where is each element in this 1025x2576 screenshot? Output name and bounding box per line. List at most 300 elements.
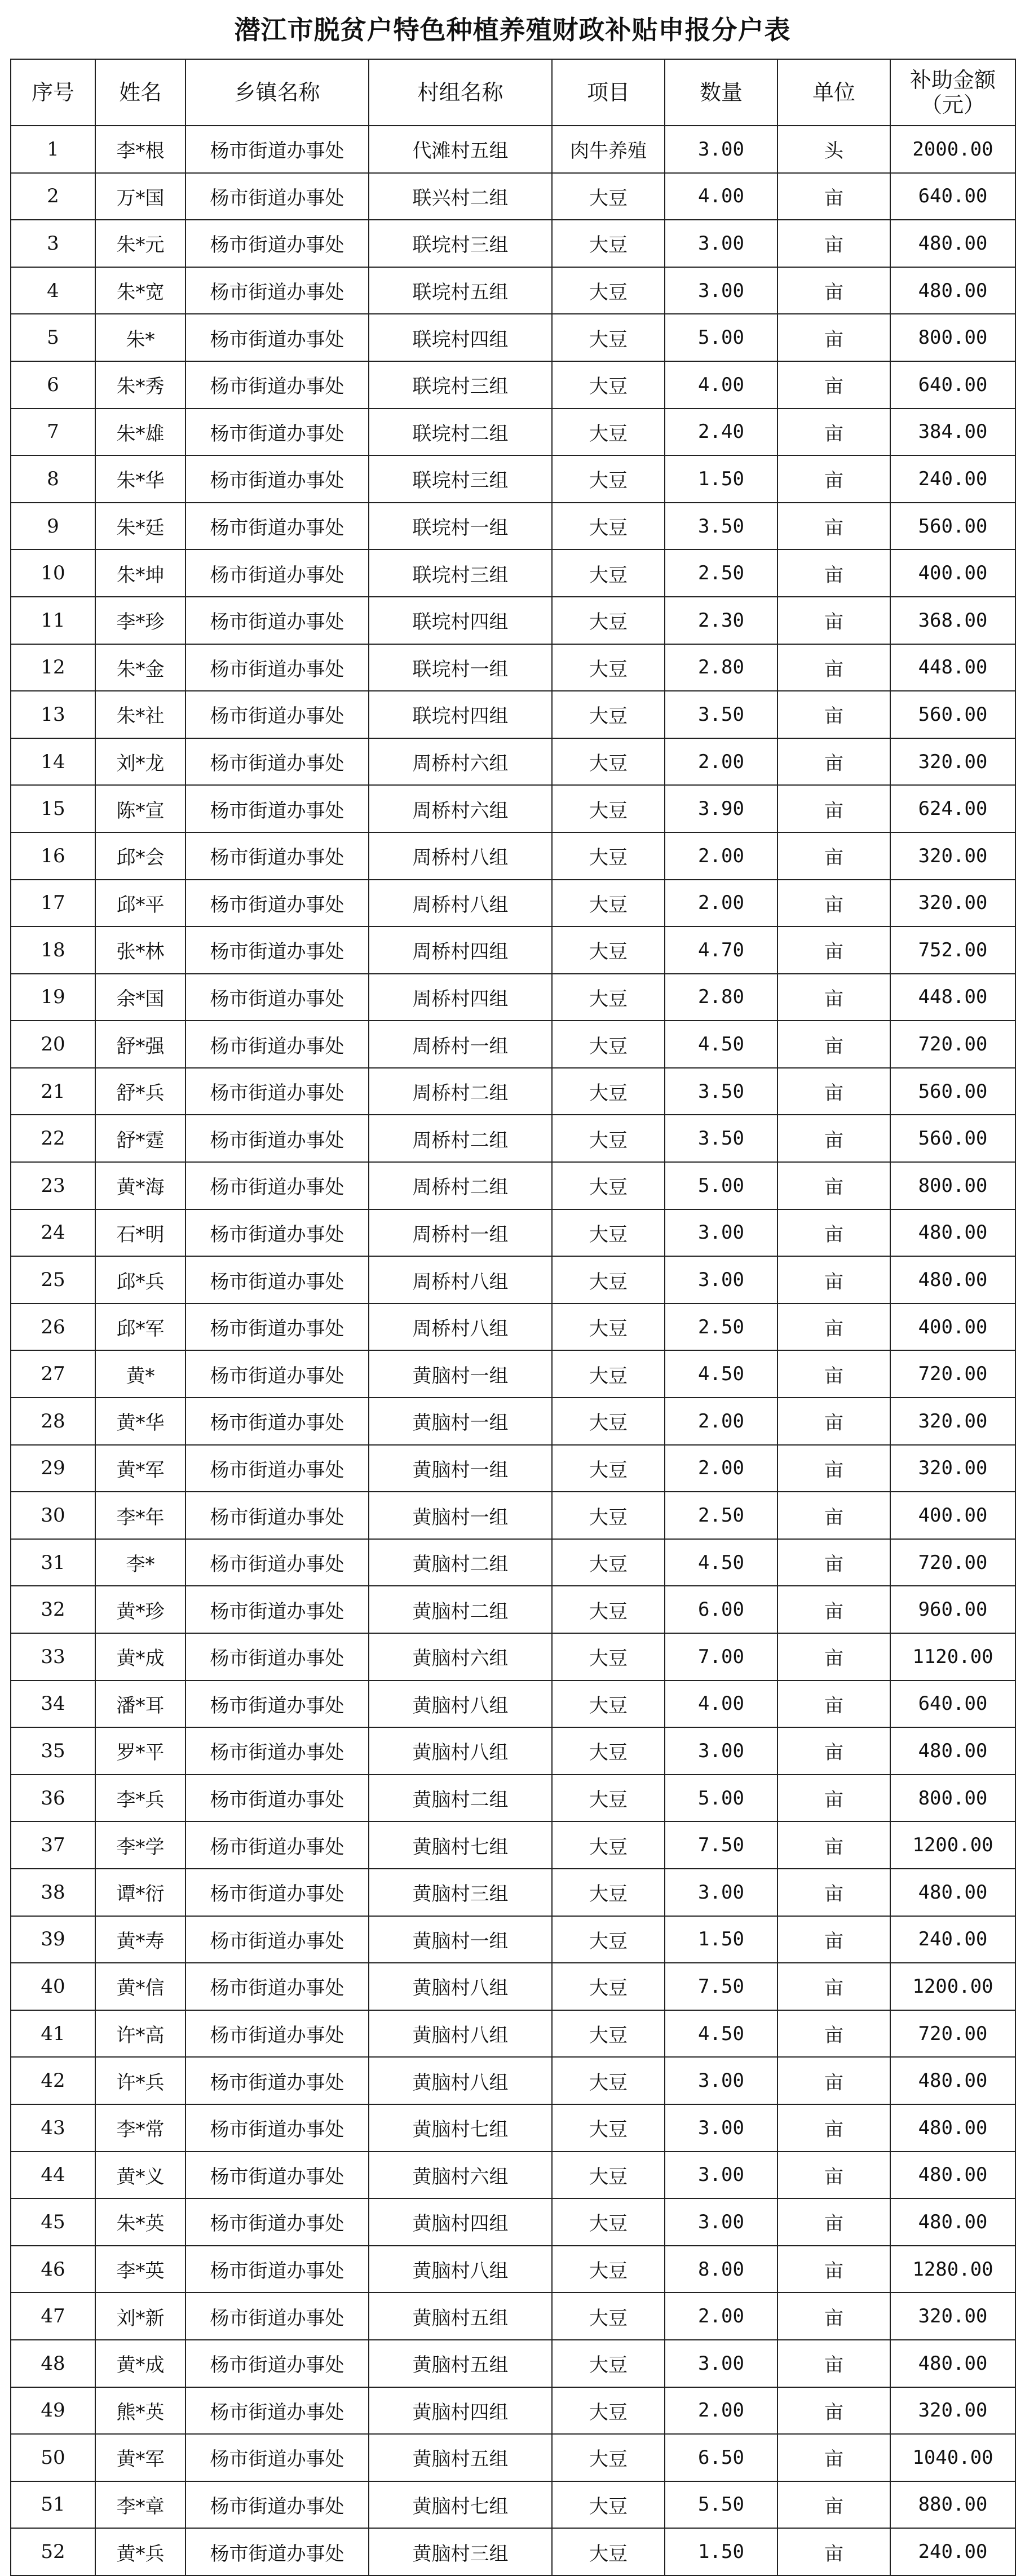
cell-township: 杨市街道办事处 — [185, 2481, 369, 2529]
cell-unit: 亩 — [777, 2528, 890, 2575]
cell-amount: 368.00 — [890, 597, 1015, 644]
cell-index: 4 — [11, 267, 95, 314]
cell-township: 杨市街道办事处 — [185, 1445, 369, 1492]
cell-quantity: 2.80 — [665, 644, 777, 691]
cell-township: 杨市街道办事处 — [185, 1963, 369, 2010]
cell-index: 16 — [11, 832, 95, 880]
cell-quantity: 5.00 — [665, 314, 777, 361]
header-village-group: 村组名称 — [369, 59, 552, 126]
cell-village-group: 周桥村六组 — [369, 785, 552, 832]
cell-amount: 320.00 — [890, 1445, 1015, 1492]
cell-unit: 亩 — [777, 1445, 890, 1492]
cell-quantity: 4.50 — [665, 1021, 777, 1068]
table-row — [11, 1209, 1015, 1257]
cell-amount: 320.00 — [890, 738, 1015, 786]
cell-amount: 448.00 — [890, 974, 1015, 1021]
table-row — [11, 974, 1015, 1021]
cell-village-group: 黄脑村一组 — [369, 1350, 552, 1398]
cell-village-group: 代滩村五组 — [369, 126, 552, 173]
cell-amount: 480.00 — [890, 1869, 1015, 1916]
cell-village-group: 周桥村六组 — [369, 738, 552, 786]
cell-amount: 720.00 — [890, 1539, 1015, 1586]
cell-unit: 亩 — [777, 1021, 890, 1068]
cell-amount: 240.00 — [890, 2528, 1015, 2575]
cell-project: 大豆 — [552, 2434, 665, 2481]
cell-project: 大豆 — [552, 1775, 665, 1822]
cell-project: 大豆 — [552, 1869, 665, 1916]
table-row — [11, 2293, 1015, 2340]
cell-project: 大豆 — [552, 409, 665, 456]
cell-amount: 480.00 — [890, 267, 1015, 314]
cell-village-group: 联垸村三组 — [369, 549, 552, 597]
table-row — [11, 173, 1015, 220]
cell-project: 大豆 — [552, 2387, 665, 2435]
cell-township: 杨市街道办事处 — [185, 2434, 369, 2481]
cell-unit: 亩 — [777, 2246, 890, 2293]
cell-index: 14 — [11, 738, 95, 786]
cell-quantity: 2.00 — [665, 832, 777, 880]
cell-index: 12 — [11, 644, 95, 691]
table-row — [11, 1162, 1015, 1209]
cell-project: 大豆 — [552, 1398, 665, 1445]
cell-index: 13 — [11, 691, 95, 738]
cell-index: 34 — [11, 1681, 95, 1728]
cell-village-group: 联垸村五组 — [369, 267, 552, 314]
cell-quantity: 2.50 — [665, 1492, 777, 1539]
cell-amount: 1040.00 — [890, 2434, 1015, 2481]
cell-name: 朱* — [95, 314, 185, 361]
cell-project: 大豆 — [552, 1350, 665, 1398]
cell-township: 杨市街道办事处 — [185, 1350, 369, 1398]
cell-index: 19 — [11, 974, 95, 1021]
cell-village-group: 黄脑村五组 — [369, 2434, 552, 2481]
cell-index: 31 — [11, 1539, 95, 1586]
cell-village-group: 联垸村四组 — [369, 597, 552, 644]
cell-name: 刘*龙 — [95, 738, 185, 786]
cell-unit: 亩 — [777, 220, 890, 267]
cell-village-group: 黄脑村五组 — [369, 2293, 552, 2340]
cell-name: 黄*珍 — [95, 1586, 185, 1633]
cell-index: 23 — [11, 1162, 95, 1209]
cell-township: 杨市街道办事处 — [185, 1869, 369, 1916]
cell-amount: 480.00 — [890, 2152, 1015, 2199]
header-township: 乡镇名称 — [185, 59, 369, 126]
cell-township: 杨市街道办事处 — [185, 738, 369, 786]
cell-unit: 亩 — [777, 1162, 890, 1209]
table-row — [11, 2198, 1015, 2246]
cell-amount: 624.00 — [890, 785, 1015, 832]
cell-village-group: 黄脑村一组 — [369, 1445, 552, 1492]
cell-name: 朱*雄 — [95, 409, 185, 456]
cell-name: 黄*华 — [95, 1398, 185, 1445]
cell-name: 邱*兵 — [95, 1256, 185, 1303]
cell-project: 大豆 — [552, 1492, 665, 1539]
cell-project: 大豆 — [552, 785, 665, 832]
cell-quantity: 3.00 — [665, 2152, 777, 2199]
cell-index: 25 — [11, 1256, 95, 1303]
cell-quantity: 2.50 — [665, 549, 777, 597]
cell-amount: 752.00 — [890, 926, 1015, 974]
cell-quantity: 5.00 — [665, 1162, 777, 1209]
cell-unit: 亩 — [777, 832, 890, 880]
cell-index: 28 — [11, 1398, 95, 1445]
cell-quantity: 3.00 — [665, 2198, 777, 2246]
cell-project: 大豆 — [552, 2104, 665, 2152]
cell-quantity: 3.90 — [665, 785, 777, 832]
cell-amount: 880.00 — [890, 2481, 1015, 2529]
cell-amount: 480.00 — [890, 2104, 1015, 2152]
cell-name: 朱*金 — [95, 644, 185, 691]
cell-township: 杨市街道办事处 — [185, 220, 369, 267]
table-row — [11, 267, 1015, 314]
cell-project: 大豆 — [552, 644, 665, 691]
cell-project: 肉牛养殖 — [552, 126, 665, 173]
cell-name: 李*学 — [95, 1821, 185, 1869]
cell-project: 大豆 — [552, 1445, 665, 1492]
cell-quantity: 1.50 — [665, 1916, 777, 1963]
cell-index: 11 — [11, 597, 95, 644]
cell-amount: 800.00 — [890, 314, 1015, 361]
table-row — [11, 2340, 1015, 2387]
cell-name: 熊*英 — [95, 2387, 185, 2435]
cell-index: 42 — [11, 2057, 95, 2104]
cell-township: 杨市街道办事处 — [185, 1256, 369, 1303]
cell-project: 大豆 — [552, 314, 665, 361]
cell-quantity: 1.50 — [665, 2528, 777, 2575]
cell-amount: 800.00 — [890, 1775, 1015, 1822]
header-index: 序号 — [11, 59, 95, 126]
cell-amount: 320.00 — [890, 832, 1015, 880]
cell-name: 李*珍 — [95, 597, 185, 644]
cell-name: 黄*成 — [95, 2340, 185, 2387]
cell-name: 刘*新 — [95, 2293, 185, 2340]
cell-township: 杨市街道办事处 — [185, 455, 369, 503]
cell-index: 2 — [11, 173, 95, 220]
cell-unit: 亩 — [777, 1256, 890, 1303]
cell-township: 杨市街道办事处 — [185, 1775, 369, 1822]
cell-name: 舒*兵 — [95, 1068, 185, 1115]
cell-village-group: 黄脑村三组 — [369, 2528, 552, 2575]
cell-village-group: 黄脑村七组 — [369, 1821, 552, 1869]
cell-unit: 亩 — [777, 738, 890, 786]
table-row — [11, 926, 1015, 974]
cell-township: 杨市街道办事处 — [185, 1727, 369, 1775]
header-row — [11, 59, 1015, 126]
cell-township: 杨市街道办事处 — [185, 785, 369, 832]
cell-unit: 亩 — [777, 2434, 890, 2481]
cell-index: 1 — [11, 126, 95, 173]
table-row — [11, 1869, 1015, 1916]
cell-unit: 亩 — [777, 1398, 890, 1445]
cell-quantity: 2.00 — [665, 1445, 777, 1492]
cell-amount: 448.00 — [890, 644, 1015, 691]
subsidy-table — [10, 59, 1016, 2576]
cell-index: 39 — [11, 1916, 95, 1963]
cell-index: 37 — [11, 1821, 95, 1869]
cell-township: 杨市街道办事处 — [185, 597, 369, 644]
cell-township: 杨市街道办事处 — [185, 1681, 369, 1728]
cell-unit: 亩 — [777, 2198, 890, 2246]
cell-project: 大豆 — [552, 220, 665, 267]
table-row — [11, 785, 1015, 832]
table-row — [11, 2057, 1015, 2104]
header-quantity: 数量 — [665, 59, 777, 126]
cell-index: 48 — [11, 2340, 95, 2387]
cell-quantity: 3.50 — [665, 691, 777, 738]
cell-unit: 亩 — [777, 1775, 890, 1822]
cell-name: 黄*义 — [95, 2152, 185, 2199]
header-name: 姓名 — [95, 59, 185, 126]
cell-township: 杨市街道办事处 — [185, 1633, 369, 1681]
cell-amount: 240.00 — [890, 1916, 1015, 1963]
cell-amount: 720.00 — [890, 2010, 1015, 2058]
table-row — [11, 1398, 1015, 1445]
cell-quantity: 6.50 — [665, 2434, 777, 2481]
cell-quantity: 3.00 — [665, 220, 777, 267]
cell-index: 7 — [11, 409, 95, 456]
cell-village-group: 周桥村二组 — [369, 1115, 552, 1162]
cell-unit: 亩 — [777, 1869, 890, 1916]
table-row — [11, 2481, 1015, 2529]
table-row — [11, 1586, 1015, 1633]
cell-index: 24 — [11, 1209, 95, 1257]
cell-quantity: 4.50 — [665, 1350, 777, 1398]
table-row — [11, 409, 1015, 456]
cell-name: 余*国 — [95, 974, 185, 1021]
table-row — [11, 1492, 1015, 1539]
cell-index: 3 — [11, 220, 95, 267]
cell-village-group: 周桥村二组 — [369, 1068, 552, 1115]
cell-amount: 400.00 — [890, 549, 1015, 597]
cell-quantity: 6.00 — [665, 1586, 777, 1633]
cell-amount: 800.00 — [890, 1162, 1015, 1209]
cell-amount: 480.00 — [890, 1209, 1015, 1257]
cell-unit: 亩 — [777, 1727, 890, 1775]
cell-unit: 亩 — [777, 785, 890, 832]
cell-index: 22 — [11, 1115, 95, 1162]
cell-name: 黄*海 — [95, 1162, 185, 1209]
cell-village-group: 联兴村二组 — [369, 173, 552, 220]
cell-unit: 亩 — [777, 455, 890, 503]
cell-amount: 640.00 — [890, 361, 1015, 409]
cell-name: 黄*寿 — [95, 1916, 185, 1963]
cell-village-group: 黄脑村二组 — [369, 1539, 552, 1586]
cell-quantity: 3.50 — [665, 1068, 777, 1115]
cell-village-group: 联垸村三组 — [369, 455, 552, 503]
cell-village-group: 黄脑村八组 — [369, 2057, 552, 2104]
table-row — [11, 1350, 1015, 1398]
cell-township: 杨市街道办事处 — [185, 832, 369, 880]
table-row — [11, 2246, 1015, 2293]
cell-village-group: 联垸村三组 — [369, 220, 552, 267]
cell-unit: 亩 — [777, 1539, 890, 1586]
table-body — [11, 126, 1015, 2575]
cell-township: 杨市街道办事处 — [185, 926, 369, 974]
cell-amount: 960.00 — [890, 1586, 1015, 1633]
cell-name: 李* — [95, 1539, 185, 1586]
cell-unit: 亩 — [777, 880, 890, 927]
cell-project: 大豆 — [552, 2152, 665, 2199]
cell-village-group: 黄脑村一组 — [369, 1492, 552, 1539]
cell-index: 43 — [11, 2104, 95, 2152]
cell-name: 陈*宣 — [95, 785, 185, 832]
cell-unit: 亩 — [777, 267, 890, 314]
cell-unit: 亩 — [777, 409, 890, 456]
cell-village-group: 黄脑村四组 — [369, 2198, 552, 2246]
cell-township: 杨市街道办事处 — [185, 2010, 369, 2058]
cell-township: 杨市街道办事处 — [185, 2293, 369, 2340]
table-row — [11, 1633, 1015, 1681]
cell-unit: 亩 — [777, 549, 890, 597]
cell-quantity: 3.00 — [665, 1869, 777, 1916]
table-row — [11, 1115, 1015, 1162]
cell-project: 大豆 — [552, 1963, 665, 2010]
cell-township: 杨市街道办事处 — [185, 1209, 369, 1257]
cell-name: 李*兵 — [95, 1775, 185, 1822]
cell-project: 大豆 — [552, 1256, 665, 1303]
table-row — [11, 2434, 1015, 2481]
table-row — [11, 880, 1015, 927]
header-amount-line1: 补助金额 — [909, 68, 996, 92]
cell-village-group: 周桥村一组 — [369, 1209, 552, 1257]
cell-index: 38 — [11, 1869, 95, 1916]
cell-quantity: 2.00 — [665, 2387, 777, 2435]
cell-amount: 320.00 — [890, 1398, 1015, 1445]
cell-quantity: 2.30 — [665, 597, 777, 644]
cell-project: 大豆 — [552, 503, 665, 550]
cell-quantity: 5.50 — [665, 2481, 777, 2529]
table-row — [11, 1303, 1015, 1351]
cell-village-group: 黄脑村一组 — [369, 1398, 552, 1445]
cell-name: 黄*信 — [95, 1963, 185, 2010]
cell-project: 大豆 — [552, 2528, 665, 2575]
cell-index: 17 — [11, 880, 95, 927]
cell-village-group: 黄脑村七组 — [369, 2104, 552, 2152]
header-amount — [890, 59, 1015, 126]
cell-project: 大豆 — [552, 267, 665, 314]
cell-township: 杨市街道办事处 — [185, 974, 369, 1021]
cell-township: 杨市街道办事处 — [185, 1115, 369, 1162]
cell-name: 黄* — [95, 1350, 185, 1398]
cell-unit: 亩 — [777, 1350, 890, 1398]
cell-index: 36 — [11, 1775, 95, 1822]
cell-amount: 480.00 — [890, 1727, 1015, 1775]
cell-index: 47 — [11, 2293, 95, 2340]
cell-township: 杨市街道办事处 — [185, 2340, 369, 2387]
cell-quantity: 7.00 — [665, 1633, 777, 1681]
cell-amount: 720.00 — [890, 1350, 1015, 1398]
table-row — [11, 1775, 1015, 1822]
cell-township: 杨市街道办事处 — [185, 2528, 369, 2575]
cell-index: 33 — [11, 1633, 95, 1681]
cell-project: 大豆 — [552, 1021, 665, 1068]
cell-project: 大豆 — [552, 1303, 665, 1351]
header-project: 项目 — [552, 59, 665, 126]
cell-township: 杨市街道办事处 — [185, 361, 369, 409]
cell-amount: 400.00 — [890, 1492, 1015, 1539]
cell-project: 大豆 — [552, 880, 665, 927]
cell-township: 杨市街道办事处 — [185, 314, 369, 361]
cell-village-group: 黄脑村三组 — [369, 1869, 552, 1916]
cell-village-group: 周桥村八组 — [369, 1256, 552, 1303]
table-row — [11, 1539, 1015, 1586]
cell-name: 邱*军 — [95, 1303, 185, 1351]
cell-unit: 亩 — [777, 974, 890, 1021]
table-row — [11, 1727, 1015, 1775]
header-unit: 单位 — [777, 59, 890, 126]
cell-unit: 亩 — [777, 597, 890, 644]
cell-township: 杨市街道办事处 — [185, 409, 369, 456]
cell-index: 50 — [11, 2434, 95, 2481]
cell-unit: 亩 — [777, 1916, 890, 1963]
cell-project: 大豆 — [552, 1162, 665, 1209]
cell-village-group: 周桥村四组 — [369, 974, 552, 1021]
cell-index: 52 — [11, 2528, 95, 2575]
table-row — [11, 2010, 1015, 2058]
cell-name: 万*国 — [95, 173, 185, 220]
cell-project: 大豆 — [552, 455, 665, 503]
cell-amount: 1280.00 — [890, 2246, 1015, 2293]
cell-index: 40 — [11, 1963, 95, 2010]
cell-unit: 亩 — [777, 1492, 890, 1539]
cell-amount: 1120.00 — [890, 1633, 1015, 1681]
cell-index: 35 — [11, 1727, 95, 1775]
cell-village-group: 黄脑村四组 — [369, 2387, 552, 2435]
cell-amount: 560.00 — [890, 503, 1015, 550]
cell-index: 45 — [11, 2198, 95, 2246]
cell-township: 杨市街道办事处 — [185, 549, 369, 597]
table-row — [11, 832, 1015, 880]
cell-index: 30 — [11, 1492, 95, 1539]
cell-index: 41 — [11, 2010, 95, 2058]
cell-quantity: 4.00 — [665, 1681, 777, 1728]
cell-index: 18 — [11, 926, 95, 974]
table-row — [11, 2528, 1015, 2575]
cell-quantity: 3.00 — [665, 1256, 777, 1303]
cell-village-group: 黄脑村八组 — [369, 2010, 552, 2058]
cell-village-group: 周桥村四组 — [369, 926, 552, 974]
cell-township: 杨市街道办事处 — [185, 2387, 369, 2435]
cell-township: 杨市街道办事处 — [185, 1539, 369, 1586]
cell-index: 9 — [11, 503, 95, 550]
cell-unit: 亩 — [777, 1209, 890, 1257]
cell-index: 5 — [11, 314, 95, 361]
cell-unit: 亩 — [777, 1068, 890, 1115]
cell-unit: 亩 — [777, 1963, 890, 2010]
cell-village-group: 联垸村一组 — [369, 503, 552, 550]
cell-project: 大豆 — [552, 832, 665, 880]
table-row — [11, 691, 1015, 738]
cell-amount: 2000.00 — [890, 126, 1015, 173]
cell-index: 26 — [11, 1303, 95, 1351]
cell-unit: 亩 — [777, 314, 890, 361]
cell-quantity: 2.00 — [665, 2293, 777, 2340]
cell-quantity: 2.50 — [665, 1303, 777, 1351]
cell-village-group: 联垸村三组 — [369, 361, 552, 409]
cell-project: 大豆 — [552, 2246, 665, 2293]
table-row — [11, 2387, 1015, 2435]
cell-project: 大豆 — [552, 974, 665, 1021]
cell-quantity: 3.50 — [665, 1115, 777, 1162]
table-row — [11, 455, 1015, 503]
cell-village-group: 联垸村一组 — [369, 644, 552, 691]
table-header — [11, 59, 1015, 126]
table-row — [11, 738, 1015, 786]
cell-name: 黄*兵 — [95, 2528, 185, 2575]
cell-project: 大豆 — [552, 597, 665, 644]
cell-village-group: 联垸村二组 — [369, 409, 552, 456]
cell-index: 8 — [11, 455, 95, 503]
